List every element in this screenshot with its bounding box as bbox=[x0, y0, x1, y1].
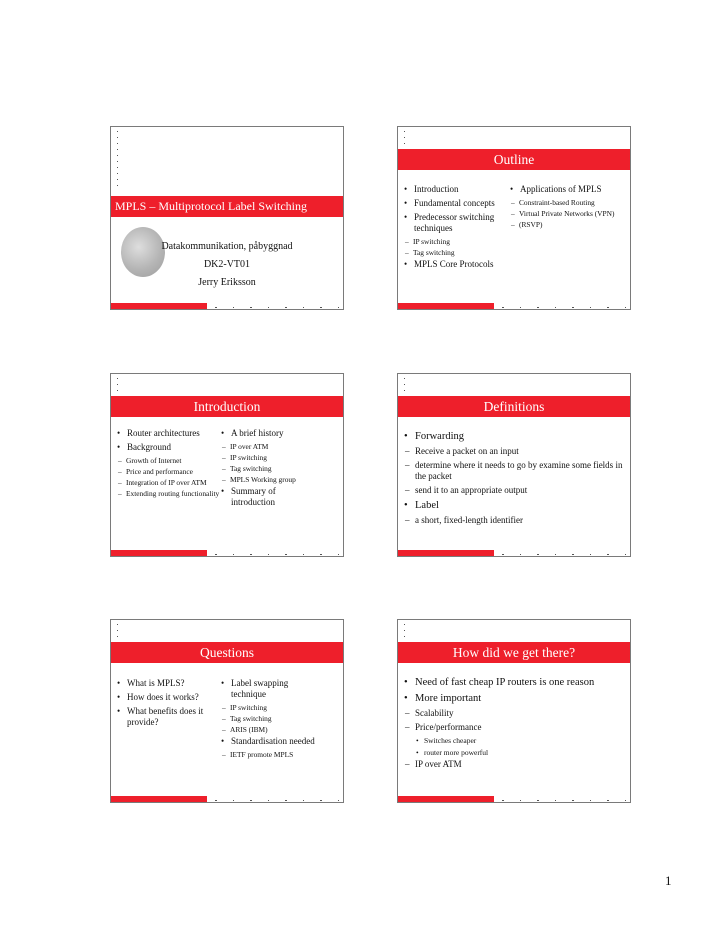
slide-title-bar bbox=[111, 396, 343, 417]
slide-definitions bbox=[397, 373, 631, 557]
decorative-dots bbox=[404, 378, 405, 391]
list-item: • Forwarding bbox=[404, 430, 624, 443]
slide-title-text: MPLS – Multiprotocol Label Switching bbox=[115, 199, 307, 213]
slide-title-bar bbox=[111, 196, 343, 217]
list-item: – Price/performance bbox=[404, 722, 626, 733]
slide-introduction bbox=[110, 373, 344, 557]
slide-title-text: Outline bbox=[493, 151, 535, 167]
list-item: – Virtual Private Networks (VPN) bbox=[510, 209, 628, 218]
slide-title-bar bbox=[398, 396, 630, 417]
list-item: – (RSVP) bbox=[510, 220, 628, 229]
list-item: – IP switching bbox=[221, 703, 339, 712]
list-item: – Tag switching bbox=[221, 464, 339, 473]
intro-right-list bbox=[221, 428, 339, 511]
list-item: – IETF promote MPLS bbox=[221, 750, 339, 759]
questions-left-list bbox=[117, 678, 221, 731]
list-item: • Switches cheaper bbox=[404, 736, 626, 746]
slide-how-did-we-get-there bbox=[397, 619, 631, 803]
list-item: • Need of fast cheap IP routers is one reason bbox=[404, 676, 626, 689]
list-item: • What benefits does it provide? bbox=[117, 706, 221, 728]
footer-dots bbox=[215, 800, 339, 802]
list-item: – Constraint-based Routing bbox=[510, 198, 628, 207]
footer-bar bbox=[398, 796, 494, 802]
slide-title bbox=[110, 126, 344, 310]
list-item: – Receive a packet on an input bbox=[404, 446, 624, 457]
list-item: • Applications of MPLS bbox=[510, 184, 628, 195]
decorative-dots bbox=[404, 624, 405, 637]
footer-bar bbox=[398, 303, 494, 309]
footer-dots bbox=[502, 800, 626, 802]
footer-bar bbox=[398, 550, 494, 556]
subtitle-line: DK2-VT01 bbox=[203, 259, 251, 270]
slide-title-bar bbox=[398, 149, 630, 170]
questions-right-list bbox=[221, 678, 339, 761]
list-item: – Scalability bbox=[404, 708, 626, 719]
decorative-dots bbox=[117, 624, 118, 637]
list-item: • Introduction bbox=[404, 184, 510, 195]
list-item: • Label bbox=[404, 499, 624, 512]
list-item: – IP switching bbox=[221, 453, 339, 462]
list-item: – Extending routing functionality bbox=[117, 489, 221, 498]
list-item: • More important bbox=[404, 692, 626, 705]
decorative-dots bbox=[117, 131, 118, 186]
slide-title-text: How did we get there? bbox=[452, 644, 576, 660]
list-item: – MPLS Working group bbox=[221, 475, 339, 484]
list-item: – determine where it needs to go by examine some fields in the packet bbox=[404, 460, 624, 482]
subtitle-line: Datakommunikation, påbyggnad bbox=[161, 241, 293, 252]
list-item: – ARIS (IBM) bbox=[221, 725, 339, 734]
slide-outline bbox=[397, 126, 631, 310]
intro-left-list bbox=[117, 428, 221, 500]
footer-bar bbox=[111, 303, 207, 309]
footer-bar bbox=[111, 796, 207, 802]
list-item: • Fundamental concepts bbox=[404, 198, 510, 209]
outline-right-list bbox=[510, 184, 628, 231]
footer-dots bbox=[215, 554, 339, 556]
footer-dots bbox=[502, 307, 626, 309]
list-item: – a short, fixed-length identifier bbox=[404, 515, 624, 526]
slide-questions bbox=[110, 619, 344, 803]
list-item: • How does it works? bbox=[117, 692, 221, 703]
list-item: • MPLS Core Protocols bbox=[404, 259, 510, 270]
definitions-list bbox=[404, 430, 624, 529]
list-item: – Price and performance bbox=[117, 467, 221, 476]
list-item: • Label swapping technique bbox=[221, 678, 301, 700]
footer-dots bbox=[215, 307, 339, 309]
list-item: – Integration of IP over ATM bbox=[117, 478, 221, 487]
slide-title-bar bbox=[111, 642, 343, 663]
list-item: – IP switching bbox=[404, 237, 510, 246]
history-list bbox=[404, 676, 626, 773]
list-item: – Tag switching bbox=[404, 248, 510, 257]
list-item: – IP over ATM bbox=[221, 442, 339, 451]
list-item: • Standardisation needed bbox=[221, 736, 339, 747]
list-item: • Summary of introduction bbox=[221, 486, 291, 508]
list-item: • Router architectures bbox=[117, 428, 221, 439]
list-item: – Tag switching bbox=[221, 714, 339, 723]
list-item: – Growth of Internet bbox=[117, 456, 221, 465]
list-item: – IP over ATM bbox=[404, 759, 626, 770]
slide-title-bar bbox=[398, 642, 630, 663]
outline-left-list bbox=[404, 184, 510, 273]
decorative-dots bbox=[404, 131, 405, 144]
list-item: • A brief history bbox=[221, 428, 339, 439]
footer-bar bbox=[111, 550, 207, 556]
list-item: • What is MPLS? bbox=[117, 678, 221, 689]
footer-dots bbox=[502, 554, 626, 556]
list-item: • Background bbox=[117, 442, 221, 453]
list-item: • router more powerful bbox=[404, 748, 626, 758]
list-item: – send it to an appropriate output bbox=[404, 485, 624, 496]
list-item: • Predecessor switching techniques bbox=[404, 212, 510, 234]
slide-title-text: Definitions bbox=[483, 398, 545, 414]
decorative-dots bbox=[117, 378, 118, 391]
slide-title-text: Introduction bbox=[193, 398, 261, 414]
slide-title-text: Questions bbox=[200, 644, 254, 660]
subtitle-line: Jerry Eriksson bbox=[198, 277, 256, 288]
page-number: 1 bbox=[665, 873, 672, 888]
